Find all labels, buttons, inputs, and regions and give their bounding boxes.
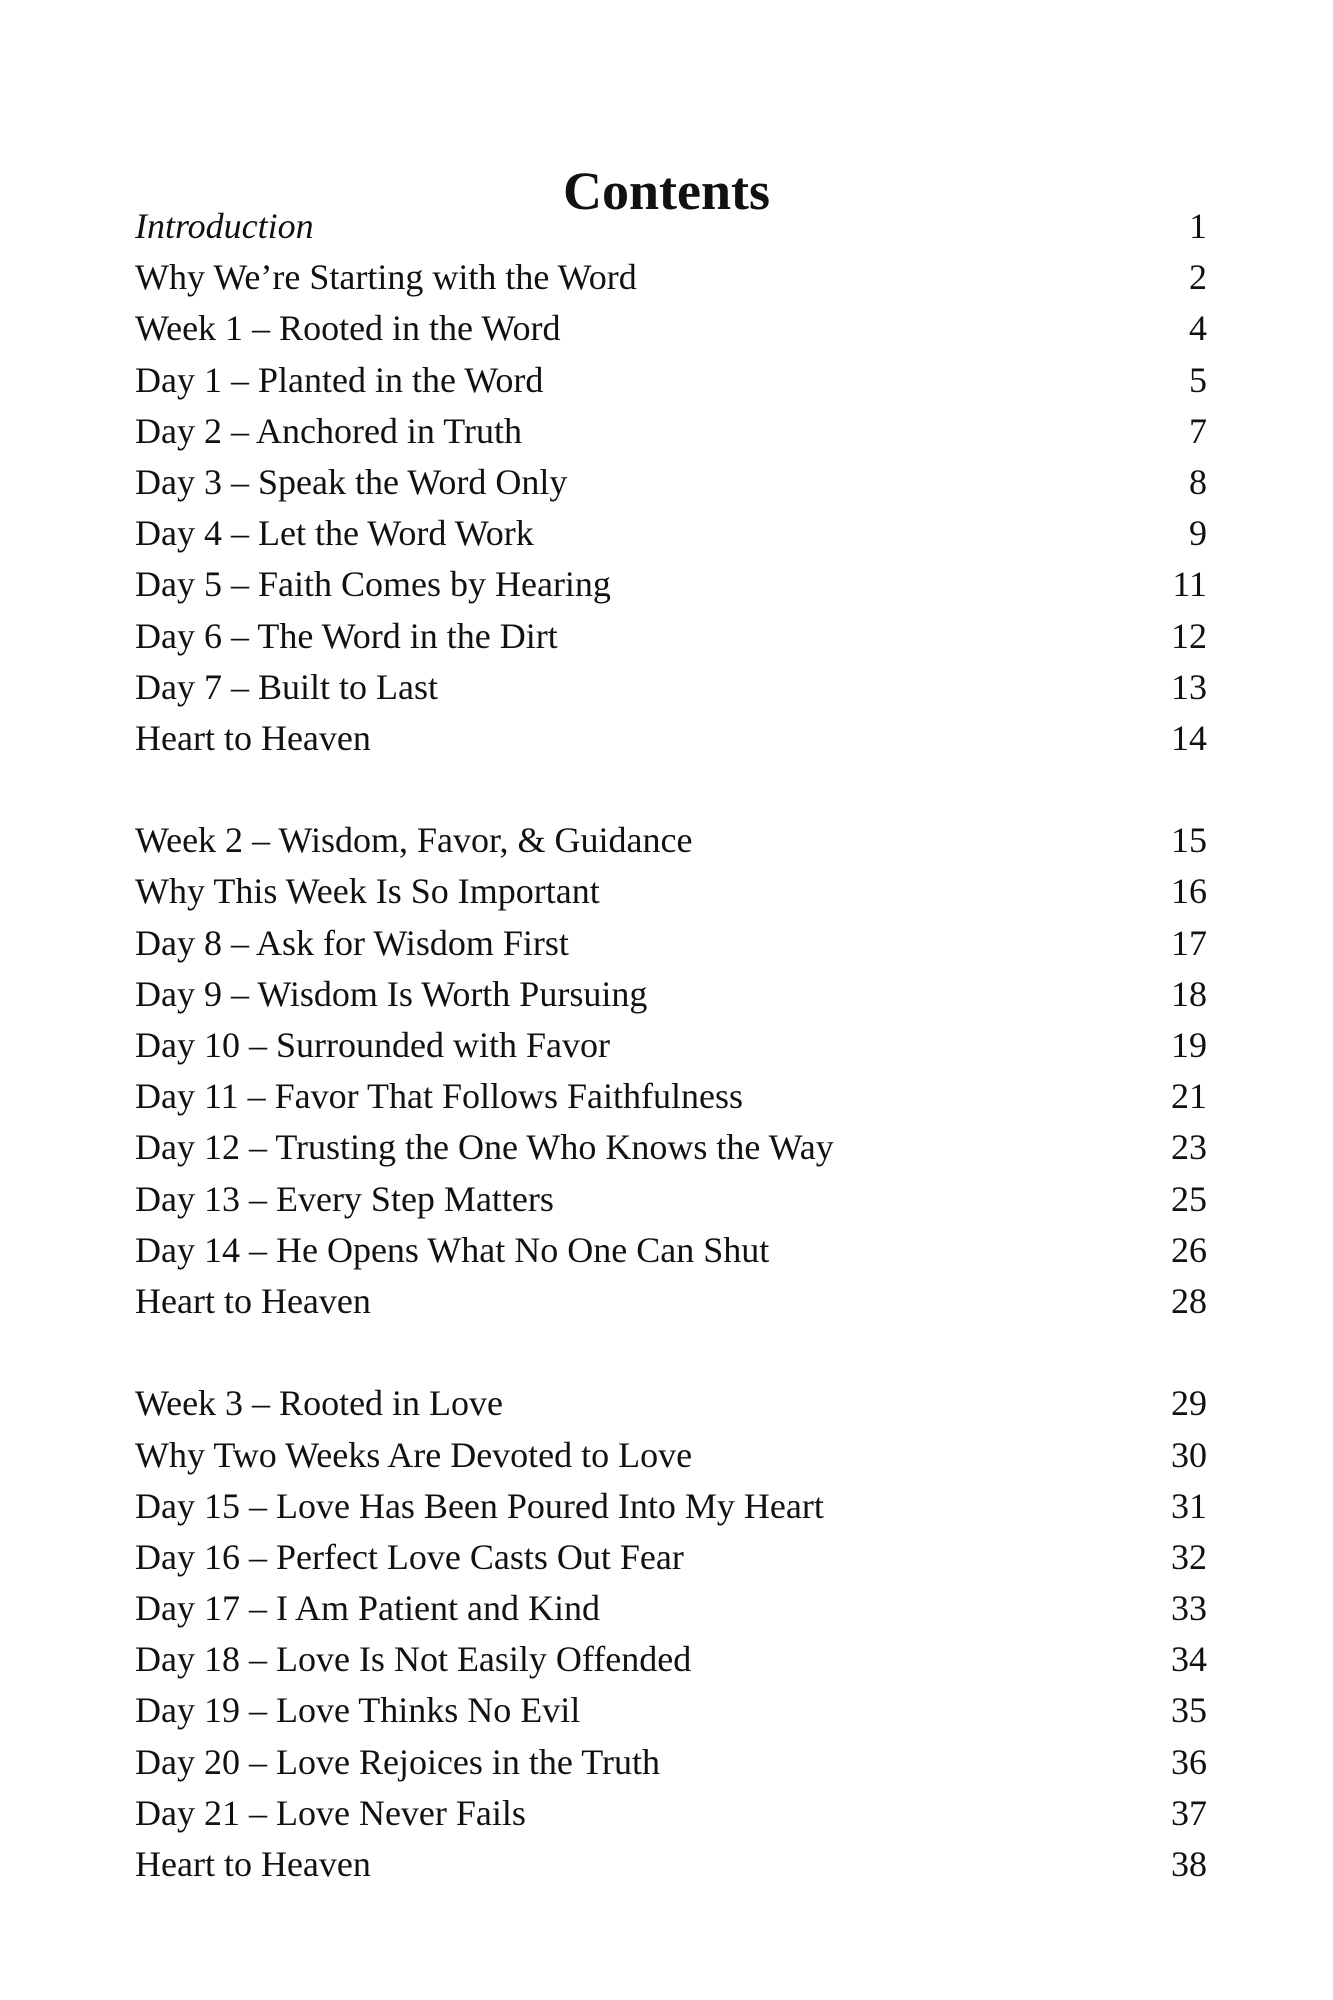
toc-entry[interactable] xyxy=(135,1020,1207,1071)
toc-entry[interactable] xyxy=(135,201,1207,252)
toc-entry-page: 29 xyxy=(1171,1383,1207,1424)
toc-entry-page: 11 xyxy=(1172,564,1207,605)
toc-entry[interactable] xyxy=(135,1225,1207,1276)
toc-entry-label: Week 3 – Rooted in Love xyxy=(135,1383,504,1424)
toc-entry[interactable] xyxy=(135,713,1207,764)
toc-entry[interactable] xyxy=(135,303,1207,354)
section-spacer xyxy=(135,764,1207,815)
toc-entry-label: Week 1 – Rooted in the Word xyxy=(135,308,561,349)
toc-entry-label: Day 19 – Love Thinks No Evil xyxy=(135,1690,581,1731)
toc-entry-label: Day 5 – Faith Comes by Hearing xyxy=(135,564,611,605)
toc-entry[interactable] xyxy=(135,969,1207,1020)
toc-entry[interactable] xyxy=(135,1122,1207,1173)
toc-entry[interactable] xyxy=(135,1685,1207,1736)
toc-entry-page: 38 xyxy=(1171,1844,1207,1884)
toc-entry-page: 7 xyxy=(1189,410,1207,451)
toc-entry-page: 28 xyxy=(1171,1280,1207,1321)
toc-entry-label: Why This Week Is So Important xyxy=(135,871,600,912)
toc-entry[interactable] xyxy=(135,1430,1207,1481)
toc-entry[interactable] xyxy=(135,1481,1207,1532)
toc-entry-page: 5 xyxy=(1189,359,1207,400)
toc-entry-label: Why Two Weeks Are Devoted to Love xyxy=(135,1434,693,1475)
toc-entry[interactable] xyxy=(135,815,1207,866)
toc-entry-page: 26 xyxy=(1171,1229,1207,1270)
toc-entry-label: Introduction xyxy=(135,206,314,246)
toc-entry-page: 34 xyxy=(1171,1639,1207,1680)
toc-entry-page: 36 xyxy=(1171,1741,1207,1782)
toc-entry-page: 23 xyxy=(1171,1127,1207,1168)
toc-entry[interactable] xyxy=(135,1583,1207,1634)
toc-entry-label: Why We’re Starting with the Word xyxy=(135,257,637,298)
toc-entry-label: Heart to Heaven xyxy=(135,717,371,758)
toc-entry[interactable] xyxy=(135,662,1207,713)
toc-entry-page: 21 xyxy=(1171,1076,1207,1117)
toc-entry-page: 13 xyxy=(1171,666,1207,707)
toc-entry-page: 25 xyxy=(1171,1178,1207,1219)
toc-entry-label: Day 6 – The Word in the Dirt xyxy=(135,615,558,656)
toc-entry-label: Day 21 – Love Never Fails xyxy=(135,1792,526,1833)
toc-entry-label: Day 1 – Planted in the Word xyxy=(135,359,544,400)
toc-entry[interactable] xyxy=(135,1839,1207,1890)
toc-entry[interactable] xyxy=(135,1788,1207,1839)
toc-entry[interactable] xyxy=(135,1532,1207,1583)
toc-entry-label: Day 4 – Let the Word Work xyxy=(135,513,534,554)
page-title: Contents xyxy=(562,161,770,222)
toc-entry-label: Day 10 – Surrounded with Favor xyxy=(135,1025,610,1065)
toc-entry-page: 12 xyxy=(1171,615,1207,656)
toc-entry-label: Day 20 – Love Rejoices in the Truth xyxy=(135,1741,660,1782)
toc-entry[interactable] xyxy=(135,508,1207,559)
toc-section-week-3 xyxy=(135,1378,1207,1890)
toc-entry[interactable] xyxy=(135,1174,1207,1225)
toc-entry-page: 18 xyxy=(1171,973,1207,1014)
toc-entry-page: 17 xyxy=(1171,922,1207,963)
toc-entry[interactable] xyxy=(135,355,1207,406)
toc-entry[interactable] xyxy=(135,559,1207,610)
toc-entry[interactable] xyxy=(135,1737,1207,1788)
toc-entry-page: 35 xyxy=(1171,1690,1207,1731)
table-of-contents xyxy=(135,201,1207,1890)
toc-entry-label: Day 14 – He Opens What No One Can Shut xyxy=(135,1229,770,1270)
toc-entry-page: 16 xyxy=(1171,871,1207,912)
toc-entry-label: Day 11 – Favor That Follows Faithfulness xyxy=(135,1076,743,1117)
toc-entry-label: Day 13 – Every Step Matters xyxy=(135,1178,554,1219)
section-spacer xyxy=(135,1327,1207,1378)
toc-entry-label: Day 17 – I Am Patient and Kind xyxy=(135,1588,600,1629)
toc-entry-label: Day 2 – Anchored in Truth xyxy=(135,410,522,451)
toc-entry[interactable] xyxy=(135,1634,1207,1685)
toc-entry[interactable] xyxy=(135,1071,1207,1122)
toc-entry-page: 15 xyxy=(1171,820,1207,861)
toc-entry-page: 19 xyxy=(1171,1025,1207,1065)
toc-entry[interactable] xyxy=(135,406,1207,457)
toc-entry-page: 37 xyxy=(1171,1792,1207,1833)
toc-entry[interactable] xyxy=(135,1276,1207,1327)
toc-entry-label: Heart to Heaven xyxy=(135,1280,371,1321)
toc-entry-label: Day 8 – Ask for Wisdom First xyxy=(135,922,569,963)
toc-entry-page: 1 xyxy=(1189,206,1207,246)
toc-entry-page: 2 xyxy=(1189,257,1207,298)
toc-entry-label: Day 3 – Speak the Word Only xyxy=(135,461,568,502)
toc-entry-label: Week 2 – Wisdom, Favor, & Guidance xyxy=(135,820,693,861)
toc-entry[interactable] xyxy=(135,1378,1207,1429)
toc-entry-label: Day 16 – Perfect Love Casts Out Fear xyxy=(135,1536,684,1577)
toc-entry-page: 30 xyxy=(1171,1434,1207,1475)
toc-entry-page: 31 xyxy=(1171,1485,1207,1526)
toc-section-week-1 xyxy=(135,201,1207,764)
toc-entry-page: 4 xyxy=(1189,308,1207,349)
toc-entry-page: 33 xyxy=(1171,1588,1207,1629)
toc-entry-label: Day 7 – Built to Last xyxy=(135,666,438,707)
toc-entry-label: Day 18 – Love Is Not Easily Offended xyxy=(135,1639,692,1680)
toc-entry-label: Day 12 – Trusting the One Who Knows the Way xyxy=(135,1127,834,1168)
toc-entry-label: Day 9 – Wisdom Is Worth Pursuing xyxy=(135,973,648,1014)
toc-entry-page: 9 xyxy=(1189,513,1207,554)
toc-entry-label: Heart to Heaven xyxy=(135,1844,371,1884)
toc-entry-page: 32 xyxy=(1171,1536,1207,1577)
toc-entry[interactable] xyxy=(135,866,1207,917)
toc-entry[interactable] xyxy=(135,457,1207,508)
toc-entry-page: 8 xyxy=(1189,461,1207,502)
toc-section-week-2 xyxy=(135,815,1207,1327)
toc-entry[interactable] xyxy=(135,918,1207,969)
toc-entry-page: 14 xyxy=(1171,717,1207,758)
toc-entry[interactable] xyxy=(135,252,1207,303)
toc-entry[interactable] xyxy=(135,611,1207,662)
toc-entry-label: Day 15 – Love Has Been Poured Into My Heart xyxy=(135,1485,824,1526)
